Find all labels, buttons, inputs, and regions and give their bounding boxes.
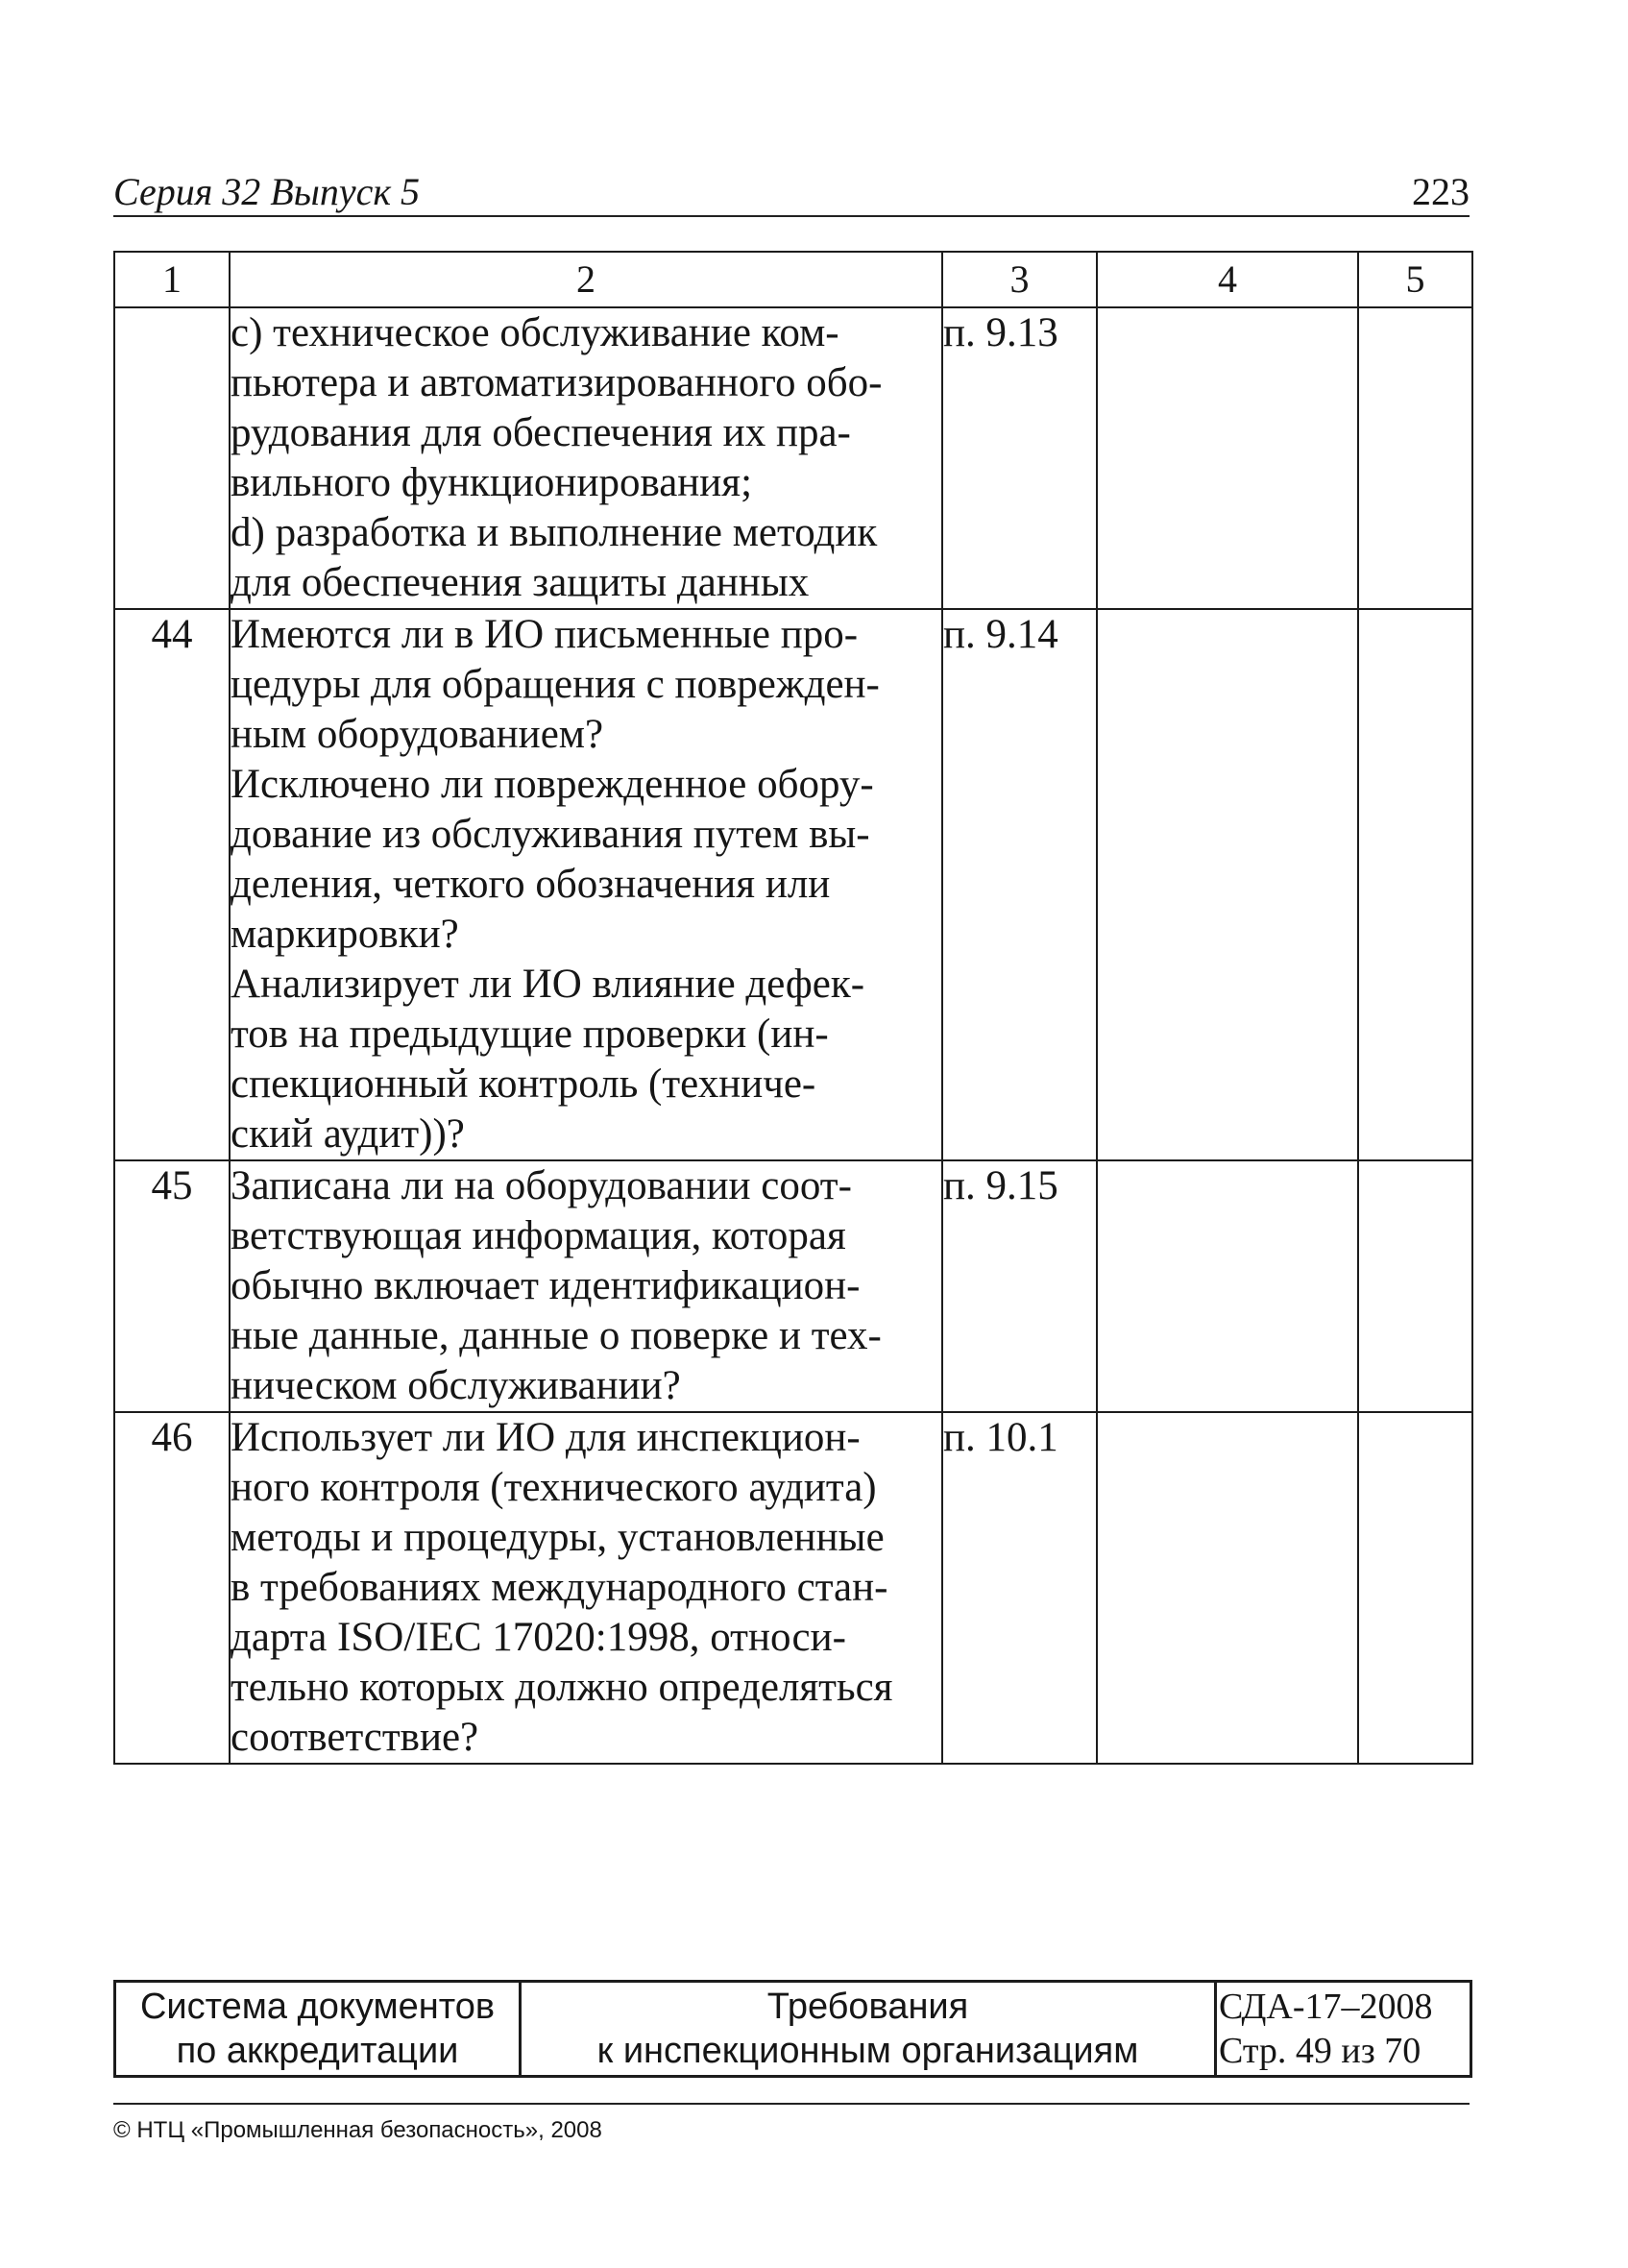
table-row [114, 1160, 1472, 1412]
footer-title-line2: к инспекционным организациям [596, 2031, 1139, 2071]
text-line: Использует ли ИО для инспекцион- [231, 1415, 861, 1460]
text-line: дование из обслуживания путем вы- [231, 812, 870, 857]
table-row [114, 307, 1472, 609]
text-line: обычно включает идентификацион- [231, 1263, 861, 1308]
table-row [114, 1412, 1472, 1764]
text-line: Имеются ли в ИО письменные про- [231, 612, 859, 657]
footer-system-line1: Система документов [139, 1987, 496, 2027]
footer-system-line2: по аккредитации [176, 2031, 459, 2071]
text-line: пьютера и автоматизированного обо- [231, 360, 883, 405]
text-line: ные данные, данные о поверке и тех- [231, 1313, 882, 1358]
text-line: соответствие? [231, 1715, 479, 1760]
clause-reference: п. 10.1 [942, 1412, 1097, 1764]
text-line: дарта ISO/IEC 17020:1998, относи- [231, 1615, 846, 1660]
text-line: ным оборудованием? [231, 712, 604, 757]
row-number: 44 [114, 609, 230, 1160]
empty-cell [1097, 609, 1358, 1160]
empty-cell [1358, 609, 1472, 1160]
text-line: Анализирует ли ИО влияние дефек- [231, 962, 865, 1007]
document-code: СДА-17–2008 [1219, 1987, 1433, 2027]
checklist-table [113, 251, 1473, 1765]
clause-reference: п. 9.14 [942, 609, 1097, 1160]
document-footer-table [113, 1980, 1472, 2078]
footer-system-cell [115, 1982, 521, 2077]
text-line: тельно которых должно определяться [231, 1665, 893, 1710]
text-line: тов на предыдущие проверки (ин- [231, 1012, 829, 1057]
header-divider [113, 215, 1470, 217]
empty-cell [1097, 1160, 1358, 1412]
text-line: для обеспечения защиты данных [231, 560, 810, 605]
column-header: 4 [1097, 252, 1358, 307]
requirement-text [230, 307, 942, 609]
text-line: c) техническое обслуживание ком- [231, 310, 839, 355]
empty-cell [1097, 307, 1358, 609]
column-header: 2 [230, 252, 942, 307]
empty-cell [1358, 1412, 1472, 1764]
empty-cell [1358, 1160, 1472, 1412]
empty-cell [1358, 307, 1472, 609]
clause-reference: п. 9.15 [942, 1160, 1097, 1412]
row-number: 45 [114, 1160, 230, 1412]
text-line: d) разработка и выполнение методик [231, 510, 878, 555]
table-header-row [114, 252, 1472, 307]
text-line: деления, четкого обозначения или [231, 862, 831, 907]
text-line: вильного функционирования; [231, 460, 753, 505]
series-header: Серия 32 Выпуск 5 [113, 170, 421, 213]
text-line: цедуры для обращения с поврежден- [231, 662, 880, 707]
table-row [114, 609, 1472, 1160]
row-number [114, 307, 230, 609]
footer-title-cell [521, 1982, 1216, 2077]
text-line: ническом обслуживании? [231, 1363, 681, 1408]
text-line: Записана ли на оборудовании соот- [231, 1163, 852, 1208]
text-line: Исключено ли поврежденное обору- [231, 762, 874, 807]
column-header: 3 [942, 252, 1097, 307]
column-header: 1 [114, 252, 230, 307]
requirement-text [230, 1160, 942, 1412]
column-header: 5 [1358, 252, 1472, 307]
page-count: Стр. 49 из 70 [1219, 2031, 1421, 2071]
text-line: маркировки? [231, 912, 459, 957]
footer-code-cell [1216, 1982, 1471, 2077]
page-number: 223 [1412, 170, 1470, 213]
text-line: ский аудит))? [231, 1111, 465, 1157]
text-line: спекционный контроль (техниче- [231, 1061, 816, 1107]
requirement-text [230, 609, 942, 1160]
text-line: ветствующая информация, которая [231, 1213, 846, 1258]
text-line: ного контроля (технического аудита) [231, 1465, 877, 1510]
clause-reference: п. 9.13 [942, 307, 1097, 609]
footer-row [115, 1982, 1471, 2077]
text-line: в требованиях международного стан- [231, 1565, 888, 1610]
empty-cell [1097, 1412, 1358, 1764]
text-line: рудования для обеспечения их пра- [231, 410, 851, 455]
row-number: 46 [114, 1412, 230, 1764]
footer-divider [113, 2103, 1470, 2105]
copyright-notice: © НТЦ «Промышленная безопасность», 2008 [113, 2117, 602, 2143]
footer-title-line1: Требования [766, 1987, 969, 2027]
requirement-text [230, 1412, 942, 1764]
text-line: методы и процедуры, установленные [231, 1515, 885, 1560]
